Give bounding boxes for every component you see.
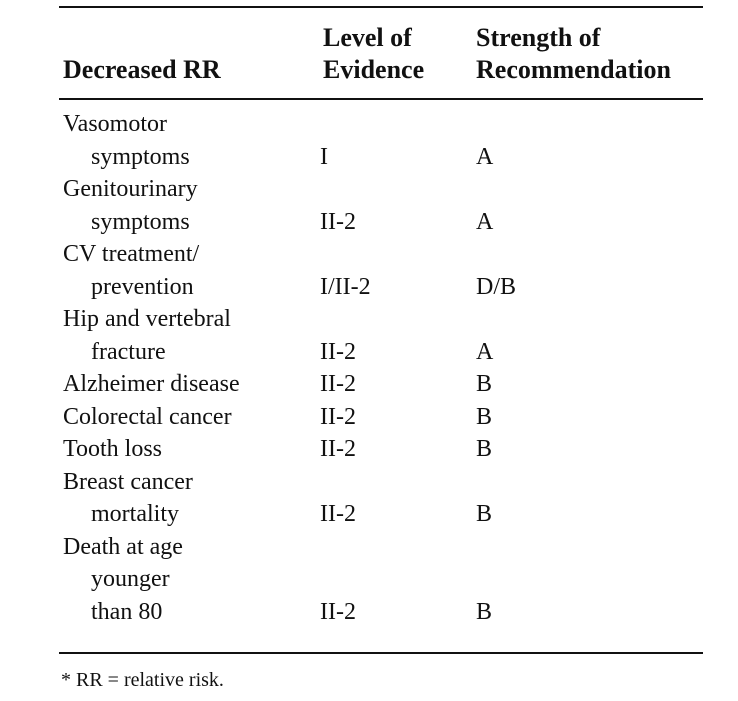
header-strength-of-recommendation: [476, 22, 671, 86]
outcome-text: Vasomotor: [63, 111, 167, 137]
level-of-evidence-cell: II-2: [320, 371, 356, 397]
table-row: [0, 368, 738, 401]
outcome-text: symptoms: [91, 143, 190, 170]
outcome-text: prevention: [91, 273, 194, 300]
strength-of-recommendation-cell: A: [476, 338, 494, 365]
outcome-text: Alzheimer disease: [63, 371, 240, 397]
outcome-cell: [63, 433, 313, 466]
outcome-cell: [63, 108, 313, 173]
strength-of-recommendation-cell: B: [476, 403, 493, 430]
strength-of-recommendation-cell: B: [476, 371, 493, 397]
table-top-rule: [59, 6, 703, 8]
outcome-cell: [63, 303, 313, 368]
table-body: [0, 108, 738, 628]
strength-of-recommendation-cell: B: [476, 501, 493, 527]
outcome-cell: [63, 368, 313, 401]
table-row: [0, 108, 738, 173]
outcome-text: Death at age: [63, 533, 183, 560]
table-bottom-rule: [59, 652, 703, 654]
outcome-text: Colorectal cancer: [63, 403, 232, 430]
table-row: [0, 433, 738, 466]
level-of-evidence-cell: II-2: [320, 208, 356, 235]
level-of-evidence-cell: II-2: [320, 501, 356, 527]
table-row: [0, 238, 738, 303]
outcome-cell: [63, 173, 313, 238]
table-row: [0, 466, 738, 531]
outcome-text: symptoms: [91, 208, 190, 235]
strength-of-recommendation-cell: B: [476, 598, 493, 625]
table-row: [0, 173, 738, 238]
header-strength-line-1: Strength of: [476, 23, 601, 52]
level-of-evidence-cell: II-2: [320, 338, 356, 365]
outcome-text: Genitourinary: [63, 176, 198, 202]
outcome-text: Tooth loss: [63, 436, 162, 462]
level-of-evidence-cell: I: [320, 143, 328, 170]
level-of-evidence-cell: II-2: [320, 436, 356, 462]
outcome-text: CV treatment/: [63, 241, 200, 267]
header-level-line-2: Evidence: [323, 55, 425, 84]
table-row: [0, 531, 738, 629]
header-rule: [59, 98, 703, 100]
header-strength-line-2: Recommendation: [476, 55, 671, 84]
outcome-cell: [63, 466, 313, 531]
header-level-line-1: Level of: [323, 23, 412, 52]
outcome-text: than 80: [91, 598, 163, 625]
header-level-of-evidence: [323, 22, 424, 86]
strength-of-recommendation-cell: B: [476, 436, 493, 462]
table-row: [0, 303, 738, 368]
outcome-text: younger: [91, 566, 170, 592]
strength-of-recommendation-cell: D/B: [476, 273, 517, 300]
outcome-cell: [63, 531, 313, 629]
outcome-text: Breast cancer: [63, 468, 193, 495]
outcome-cell: [63, 238, 313, 303]
footnote: * RR = relative risk.: [61, 669, 224, 691]
strength-of-recommendation-cell: A: [476, 208, 494, 235]
header-decreased-rr: Decreased RR: [63, 55, 221, 84]
outcome-text: fracture: [91, 338, 166, 365]
level-of-evidence-cell: II-2: [320, 403, 356, 430]
outcome-text: Hip and vertebral: [63, 306, 231, 332]
outcome-text: mortality: [91, 501, 179, 527]
table-row: [0, 401, 738, 434]
outcome-cell: [63, 401, 313, 434]
level-of-evidence-cell: I/II-2: [320, 273, 371, 300]
strength-of-recommendation-cell: A: [476, 143, 494, 170]
level-of-evidence-cell: II-2: [320, 598, 356, 625]
